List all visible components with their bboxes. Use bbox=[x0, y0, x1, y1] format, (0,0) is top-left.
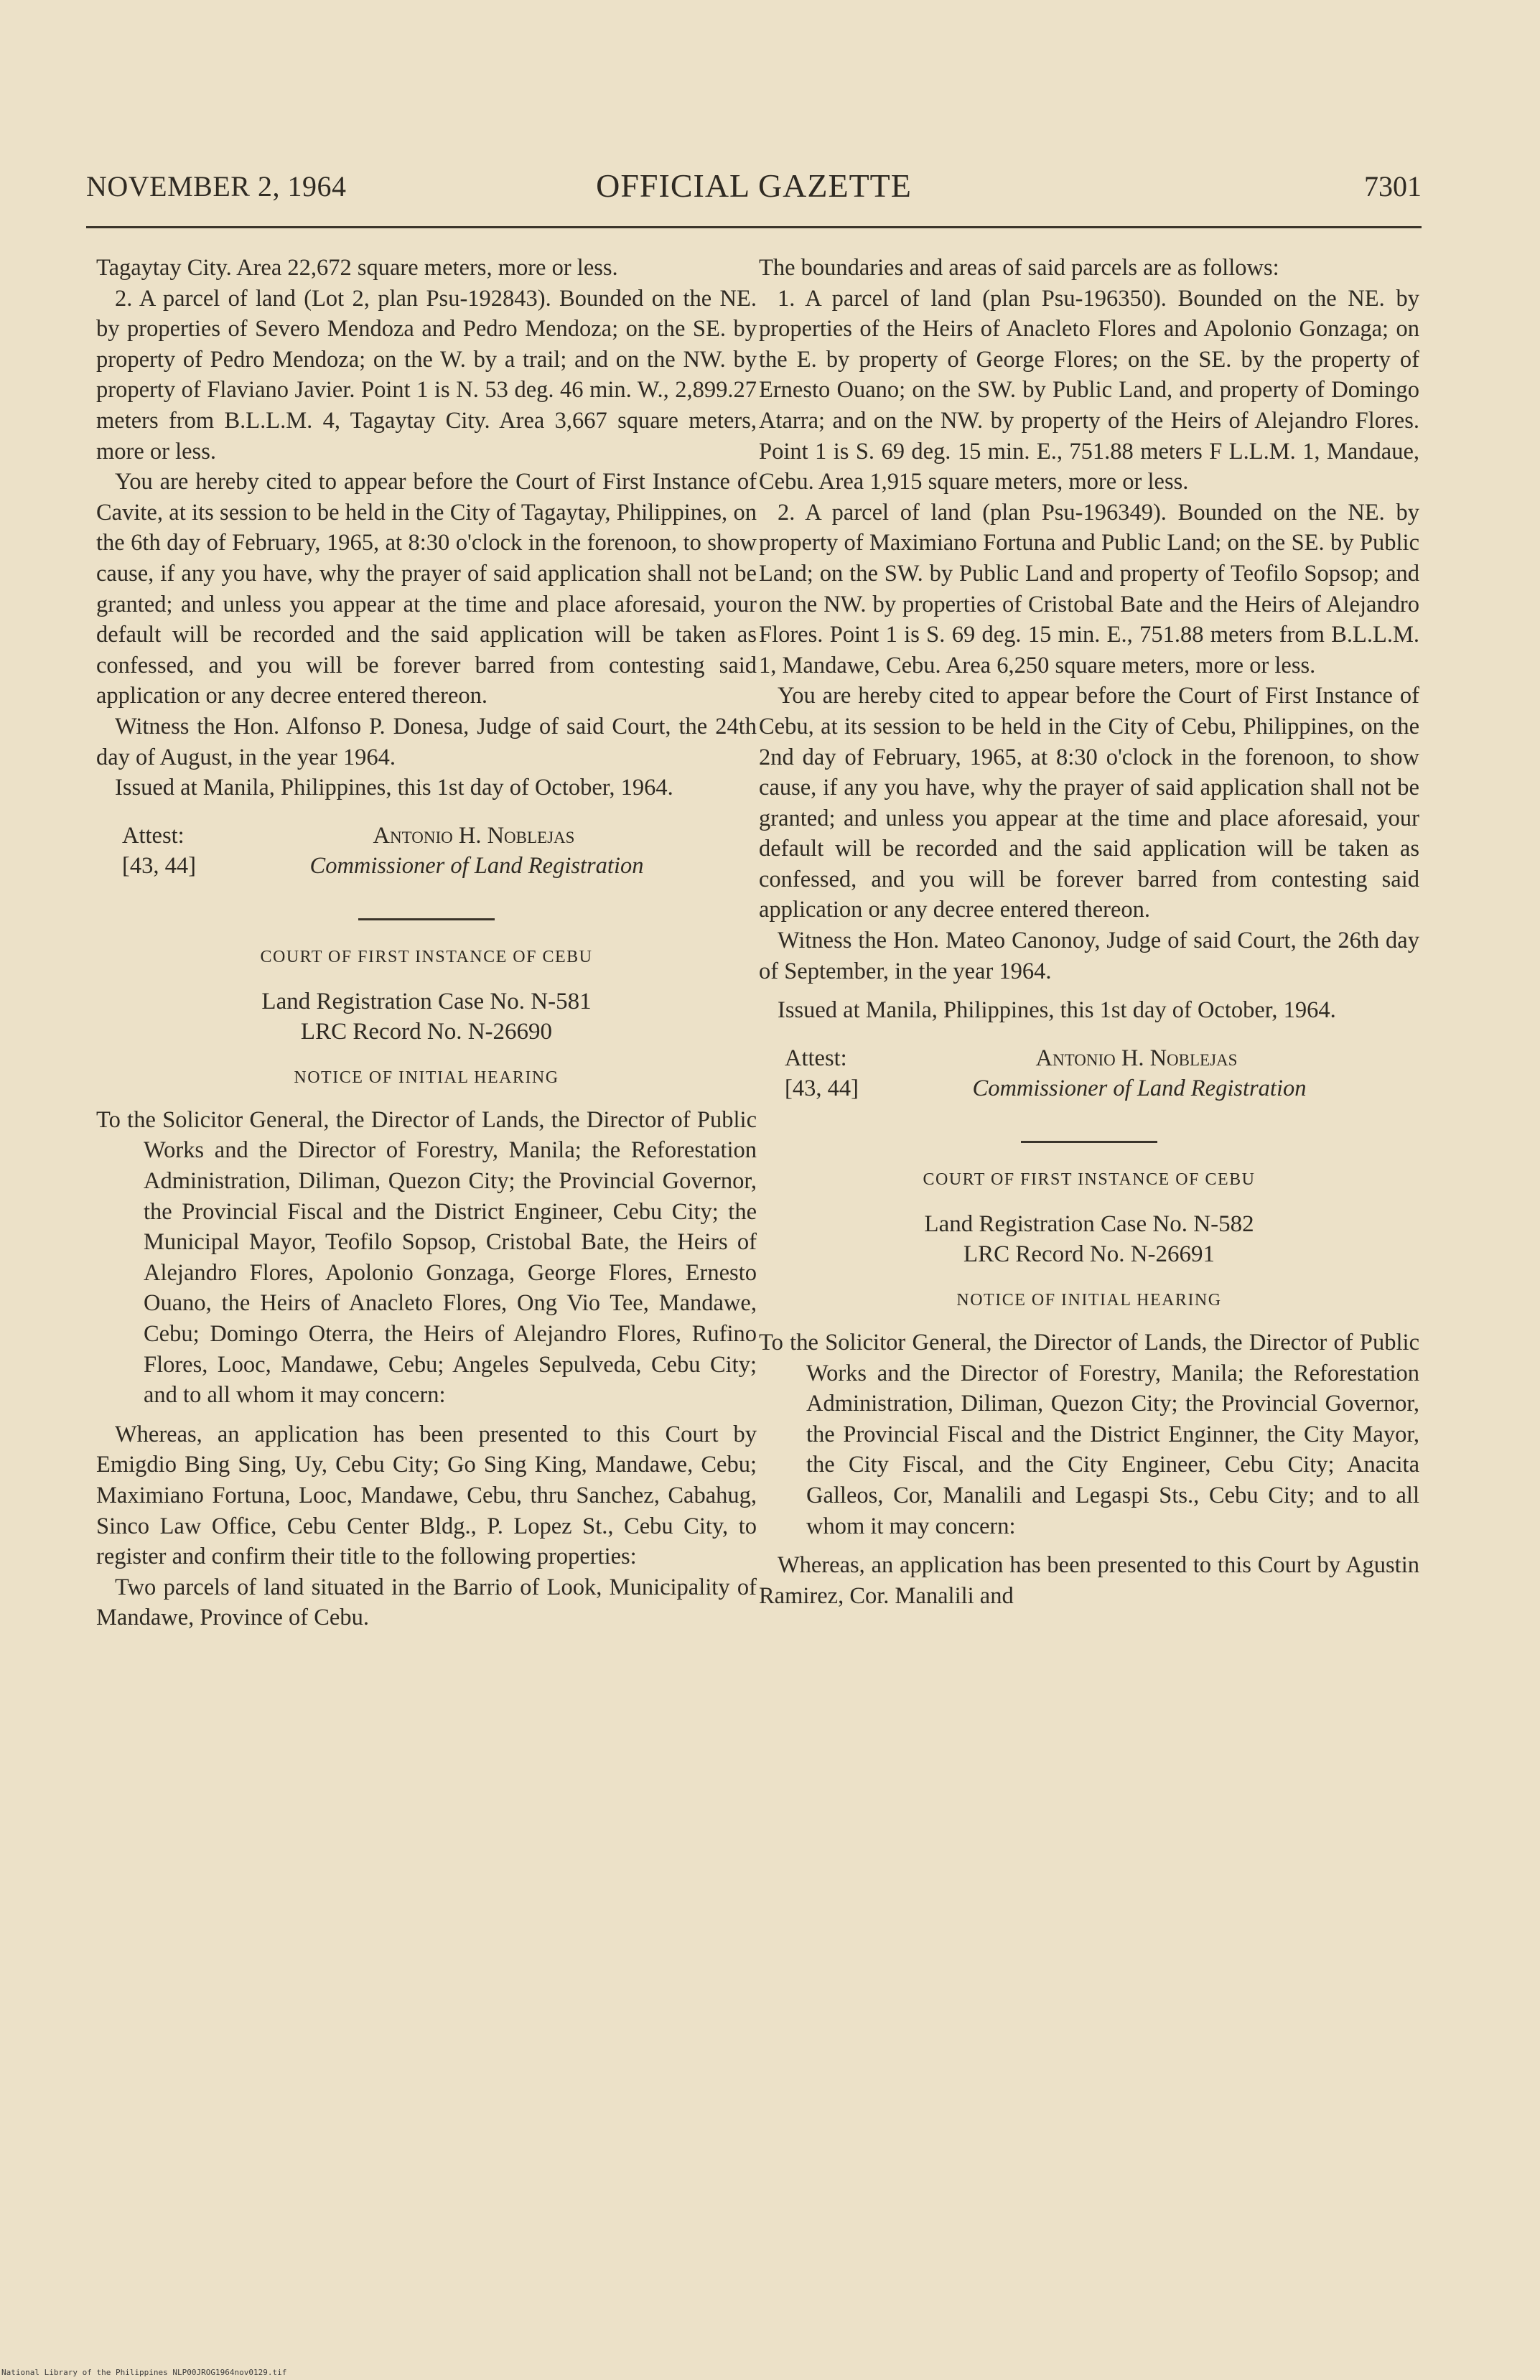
signatory-name: Antonio H. Noblejas bbox=[373, 822, 575, 849]
paragraph: 2. A parcel of land (plan Psu-196349). Bounded on the NE. by property of Maximiano Fortuna and Public Land; on the SE. by Public Land; on the SW. by Public Land and property of Teofilo Sopsop; and on the NW. by properties of Cristobal Bate and the Heirs of Alejandro Flores. Point 1 is S. 69 deg. 15 min. E., 751.88 meters from B.L.L.M. 1, Mandawe, Cebu. Area 6,250 square meters, more or less. bbox=[759, 499, 1419, 678]
paragraph: Issued at Manila, Philippines, this 1st day of October, 1964. bbox=[115, 775, 673, 801]
paragraph: You are hereby cited to appear before the Court of First Instance of Cebu, at its session to be held in the City of Cebu, Philippines, on the 2nd day of February, 1965, at 8:30 o'clock in the forenoon, to show cause, if any you have, why the prayer of said application shall not be granted; and unless you appear at the time and place aforesaid, your default will be recorded and the said application will be taken as confessed, and you will be forever barred from contesting said application or any decree entered thereon. bbox=[759, 683, 1419, 923]
attestation bbox=[96, 821, 757, 884]
court-heading: COURT OF FIRST INSTANCE OF CEBU bbox=[923, 1170, 1256, 1189]
paragraph: Witness the Hon. Mateo Canonoy, Judge of said Court, the 26th day of September, in the year 1964. bbox=[759, 928, 1419, 984]
section-divider bbox=[1021, 1141, 1157, 1143]
signatory-name: Antonio H. Noblejas bbox=[1035, 1045, 1238, 1071]
issue-date: NOVEMBER 2, 1964 bbox=[86, 170, 347, 202]
right-column bbox=[759, 253, 1419, 1611]
addressees: To the Solicitor General, the Director of Lands, the Director of Public Works and the Director of Forestry, Manila; the Reforestation Administration, Diliman, Quezon City; the Provincial Governor, the Provincial Fiscal and the District Engineer, Cebu City; the Municipal Mayor, Teofilo Sopsop, Cristobal Bate, the Heirs of Alejandro Flores, Apolonio Gonzaga, George Flores, Ernesto Ouano, the Heirs of Anacleto Flores, Ong Vio Tee, Mandawe, Cebu; Domingo Oterra, the Heirs of Alejandro Flores, Rufino Flores, Looc, Mandawe, Cebu; Angeles Sepulveda, Cebu City; and to all whom it may concern: bbox=[96, 1106, 757, 1409]
attest-label: Attest: bbox=[785, 1045, 847, 1071]
left-column bbox=[96, 253, 757, 1633]
court-heading: COURT OF FIRST INSTANCE OF CEBU bbox=[260, 947, 593, 966]
signatory-title: Commissioner of Land Registration bbox=[309, 852, 644, 879]
lrc-record-number: LRC Record No. N-26690 bbox=[300, 1019, 553, 1045]
paragraph: Issued at Manila, Philippines, this 1st day of October, 1964. bbox=[778, 997, 1336, 1024]
lrc-record-number: LRC Record No. N-26691 bbox=[963, 1241, 1215, 1268]
page-header bbox=[86, 169, 1422, 213]
attestation bbox=[759, 1043, 1419, 1106]
paragraph: 1. A parcel of land (plan Psu-196350). Bounded on the NE. by properties of the Heirs of Anacleto Flores and Apolonio Gonzaga; on the E. by property of George Flores; on the SE. by the property of Ernesto Ouano; on the SW. by Public Land, and property of Domingo Atarra; and on the NW. by property of the Heirs of Alejandro Flores. Point 1 is S. 69 deg. 15 min. E., 751.88 meters F L.L.M. 1, Mandaue, Cebu. Area 1,915 square meters, more or less. bbox=[759, 285, 1419, 495]
attest-label: Attest: bbox=[122, 822, 185, 849]
paragraph: You are hereby cited to appear before the Court of First Instance of Cavite, at its session to be held in the City of Tagaytay, Philippines, on the 6th day of February, 1965, at 8:30 o'clock in the forenoon, to show cause, if any you have, why the prayer of said application shall not be granted; and unless you appear at the time and place aforesaid, your default will be recorded and the said application will be taken as confessed, and you will be forever barred from contesting said application or any decree entered thereon. bbox=[96, 469, 757, 709]
header-rule bbox=[86, 226, 1422, 228]
paragraph: Two parcels of land situated in the Barrio of Look, Municipality of Mandawe, Province of Cebu. bbox=[96, 1574, 757, 1631]
case-number: Land Registration Case No. N-582 bbox=[924, 1211, 1254, 1238]
attest-reference: [43, 44] bbox=[122, 852, 196, 879]
notice-heading: NOTICE OF INITIAL HEARING bbox=[956, 1291, 1222, 1310]
paragraph: Tagaytay City. Area 22,672 square meters, more or less. bbox=[96, 255, 618, 281]
publication-title: OFFICIAL GAZETTE bbox=[596, 167, 912, 204]
signatory-title: Commissioner of Land Registration bbox=[972, 1075, 1307, 1101]
attest-reference: [43, 44] bbox=[785, 1075, 859, 1101]
section-divider bbox=[358, 918, 495, 920]
paragraph: 2. A parcel of land (Lot 2, plan Psu-192843). Bounded on the NE. by properties of Severo Mendoza and Pedro Mendoza; on the SE. by property of Pedro Mendoza; on the W. by a trail; and on the NW. by property of Flaviano Javier. Point 1 is N. 53 deg. 46 min. W., 2,899.27 meters from B.L.L.M. 4, Tagaytay City. Area 3,667 square meters, more or less. bbox=[96, 285, 757, 465]
notice-heading: NOTICE OF INITIAL HEARING bbox=[294, 1068, 559, 1088]
paragraph: Whereas, an application has been presented to this Court by Emigdio Bing Sing, Uy, Cebu City; Go Sing King, Mandawe, Cebu; Maximiano Fortuna, Looc, Mandawe, Cebu, thru Sanchez, Cabahug, Sinco Law Office, Cebu Center Bldg., P. Lopez St., Cebu City, to register and confirm their title to the following properties: bbox=[96, 1421, 757, 1570]
addressees: To the Solicitor General, the Director of Lands, the Director of Public Works and the Director of Forestry, Manila; the Reforestation Administration, Diliman, Quezon City; the Provincial Governor, the Provincial Fiscal and the District Enginner, the City Mayor, the City Fiscal, and the City Engineer, Cebu City; Anacita Galleos, Cor, Manalili and Legaspi Sts., Cebu City; and to all whom it may concern: bbox=[759, 1330, 1419, 1539]
paragraph: Witness the Hon. Alfonso P. Donesa, Judge of said Court, the 24th day of August, in the year 1964. bbox=[96, 713, 757, 770]
scan-footer: National Library of the Philippines NLP00JROG1964nov0129.tif bbox=[1, 2368, 287, 2377]
paragraph: Whereas, an application has been presented to this Court by Agustin Ramirez, Cor. Manalili and bbox=[759, 1552, 1419, 1609]
paragraph: The boundaries and areas of said parcels are as follows: bbox=[759, 255, 1279, 281]
case-number: Land Registration Case No. N-581 bbox=[261, 989, 592, 1015]
page-number: 7301 bbox=[1364, 170, 1422, 202]
